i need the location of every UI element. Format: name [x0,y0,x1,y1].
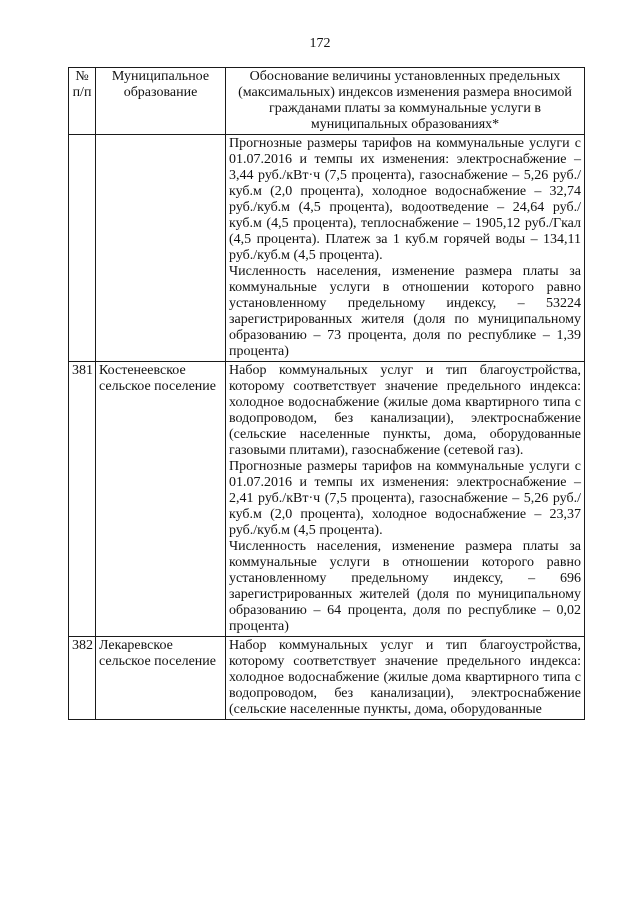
row-municipality [96,135,226,362]
row-num [69,135,96,362]
row-municipality: Костенеевское сельское поселение [96,362,226,637]
row-justification [226,637,585,720]
row-municipality: Лекаревское сельское поселение [96,637,226,720]
table-row [69,362,585,637]
justification-paragraph: Численность населения, изменение размера платы за коммунальные услуги в отношении которого равно установленному предельному индексу, – 53224 зарегистрированных жителя (доля по муниципальному образованию – 73 процента, доля по республике – 1,39 процента) [229,264,581,359]
row-justification [226,362,585,637]
table-row [69,135,585,362]
header-num: № п/п [69,68,96,135]
justification-paragraph: Набор коммунальных услуг и тип благоустройства, которому соответствует значение предельного индекса: холодное водоснабжение (жилые дома квартирного типа с водопроводом, без канализации), электроснабжение (сельские населенные пункты, дома, оборудованные газовыми плитами), газоснабжение (сетевой газ). [229,363,581,458]
row-num: 382 [69,637,96,720]
justification-paragraph: Прогнозные размеры тарифов на коммунальные услуги с 01.07.2016 и темпы их изменения: электроснабжение – 3,44 руб./кВт·ч (7,5 процента), газоснабжение – 5,26 руб./куб.м (2,0 процента), холодное водоснабжение – 32,74 руб./куб.м (4,5 процента), водоотведение – 24,64 руб./куб.м (4,5 процента), теплоснабжение – 1905,12 руб./Гкал (4,5 процента). Платеж за 1 куб.м горячей воды – 134,11 руб./куб.м (4,5 процента). [229,136,581,263]
tariff-justification-table [68,67,585,720]
justification-paragraph: Численность населения, изменение размера платы за коммунальные услуги в отношении которого равно установленному предельному индексу, – 696 зарегистрированных жителей (доля по муниципальному образованию – 64 процента, доля по республике – 0,02 процента) [229,539,581,634]
page-number: 172 [309,36,331,51]
table-row [69,637,585,720]
justification-paragraph: Набор коммунальных услуг и тип благоустройства, которому соответствует значение предельного индекса: холодное водоснабжение (жилые дома квартирного типа с водопроводом, без канализации), электроснабжение (сельские населенные пункты, дома, оборудованные [229,638,581,717]
table-header-row [69,68,585,135]
row-justification [226,135,585,362]
row-num: 381 [69,362,96,637]
header-justification: Обоснование величины установленных предельных (максимальных) индексов изменения размера вносимой гражданами платы за коммунальные услуги в муниципальных образованиях* [226,68,585,135]
header-municipality: Муниципальное образование [96,68,226,135]
justification-paragraph: Прогнозные размеры тарифов на коммунальные услуги с 01.07.2016 и темпы их изменения: электроснабжение – 2,41 руб./кВт·ч (7,5 процента), газоснабжение – 5,26 руб./куб.м (2,0 процента), холодное водоснабжение – 23,37 руб./куб.м (4,5 процента). [229,459,581,538]
